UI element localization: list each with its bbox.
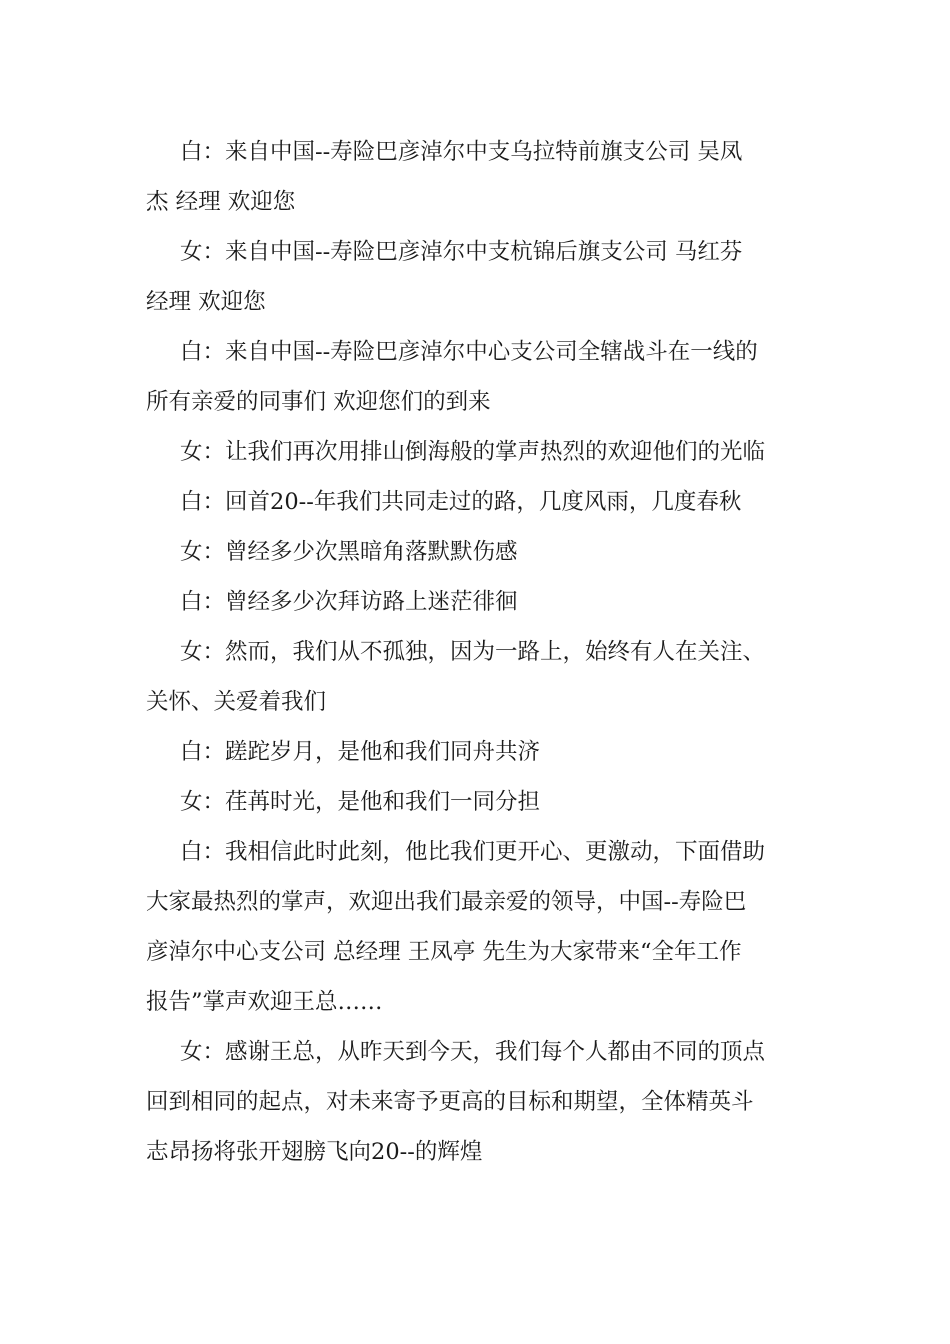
dialogue-paragraph: 白：我相信此时此刻，他比我们更开心、更激动，下面借助 大家最热烈的掌声，欢迎出我们最亲爱的领导，中国--寿险巴 彦淖尔中心支公司 总经理 王凤亭 先生为大家带来“全年工作 报告”掌声欢迎王总…… <box>146 839 766 1015</box>
dialogue-paragraph: 女：感谢王总，从昨天到今天，我们每个人都由不同的顶点 回到相同的起点，对未来寄予更高的目标和期望，全体精英斗 志昂扬将张开翅膀飞向20--的辉煌 <box>146 1039 766 1165</box>
document-body <box>146 127 804 1177</box>
dialogue-paragraph: 女：让我们再次用排山倒海般的掌声热烈的欢迎他们的光临 <box>180 439 766 465</box>
dialogue-paragraph: 白：回首20--年我们共同走过的路，几度风雨，几度春秋 <box>180 489 742 515</box>
dialogue-paragraph: 女：荏苒时光，是他和我们一同分担 <box>180 789 541 815</box>
dialogue-paragraph: 白：来自中国--寿险巴彦淖尔中心支公司全辖战斗在一线的 所有亲爱的同事们 欢迎您们的到来 <box>146 339 758 415</box>
dialogue-paragraph: 白：来自中国--寿险巴彦淖尔中支乌拉特前旗支公司 吴凤 杰 经理 欢迎您 <box>146 139 743 215</box>
dialogue-paragraph: 女：曾经多少次黑暗角落默默伤感 <box>180 539 518 565</box>
dialogue-paragraph: 女：来自中国--寿险巴彦淖尔中支杭锦后旗支公司 马红芬 经理 欢迎您 <box>146 239 743 315</box>
dialogue-paragraph: 白：曾经多少次拜访路上迷茫徘徊 <box>180 589 518 615</box>
dialogue-paragraph: 女：然而，我们从不孤独，因为一路上，始终有人在关注、 关怀、关爱着我们 <box>146 639 766 715</box>
dialogue-paragraph: 白：蹉跎岁月，是他和我们同舟共济 <box>180 739 541 765</box>
